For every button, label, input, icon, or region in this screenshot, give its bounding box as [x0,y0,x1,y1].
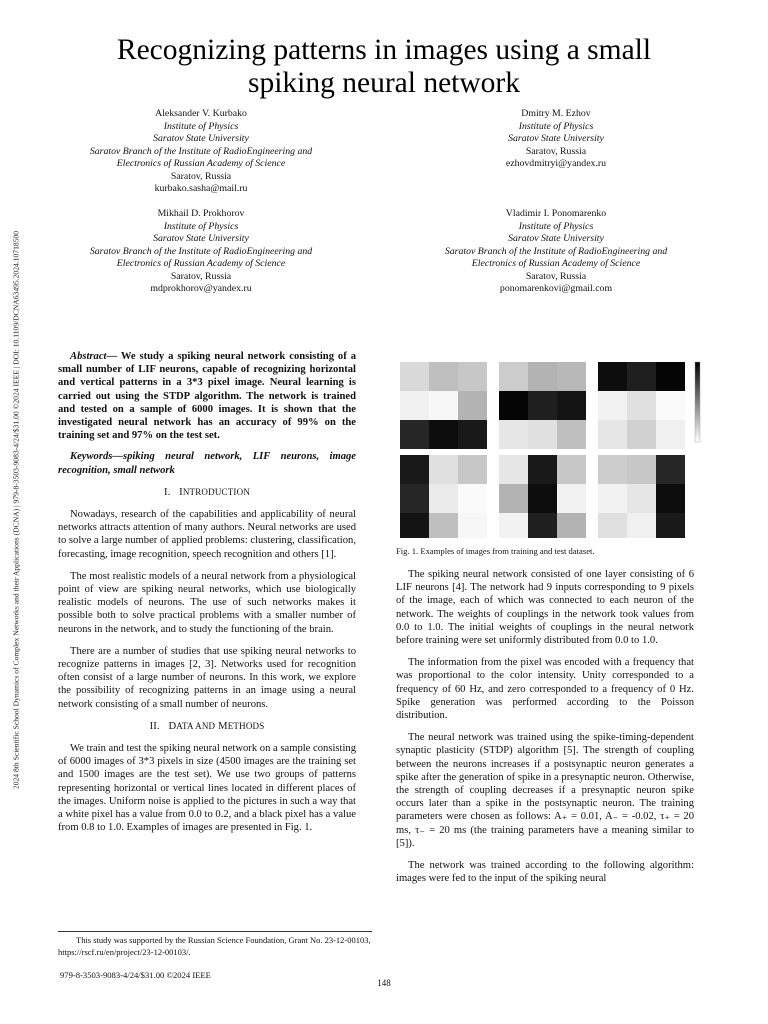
pixel-cell [499,455,528,484]
pixel-cell [598,420,627,449]
pixel-cell [627,484,656,513]
abstract-label: Abstract [70,351,107,362]
author-affiliation: Saratov Branch of the Institute of RadioEngineering and [444,245,668,257]
pixel-cell [499,391,528,420]
methods-paragraph-1: We train and test the spiking neural network on a sample consisting of 6000 images of 3*3 pixels in size (4500 images are the training set and 1500 images are the test set). We use two groups of patterns representing horizontal or vertical lines located in different places of the images. Uniform noise is applied to the pictures in such a way that a white pixel has a value from 0.0 to 0.2, and a black pixel has a value from 0.8 to 1.0. Examples of images are presented in Fig. 1. [58,743,356,834]
pixel-cell [429,362,458,391]
author-block-prokhorov [60,208,342,296]
example-image-4 [400,455,487,538]
author-city: Saratov, Russia [170,170,232,182]
author-name: Vladimir I. Ponomarenko [505,208,607,219]
pixel-cell [429,484,458,513]
figure-caption: Fig. 1. Examples of images from training and test dataset. [396,546,595,556]
pixel-cell [627,362,656,391]
author-affiliation: Electronics of Russian Academy of Science [471,258,641,269]
pixel-cell [499,362,528,391]
author-email[interactable]: mdprokhorov@yandex.ru [150,283,252,294]
pixel-cell [429,455,458,484]
intro-paragraph-3: There are a number of studies that use spiking neural networks to recognize patterns in images [2, 3]. Networks used for recognition often consist of a large number of neurons. In this work, we explore the possibility of recognizing patterns in an image using a neural network consisting of a small number of neurons. [58,645,356,710]
right-paragraph-1: The spiking neural network consisted of one layer consisting of 6 LIF neurons [4]. The network had 9 inputs corresponding to 9 pixels of the image, each of which was connected to each neuron of the network. The weights of couplings in the network took values from 0.0 to 1.0. The initial weights of couplings in the neural network before training were set uniformly distributed from 0.0 to 1.0. [396,569,694,647]
pixel-cell [598,513,627,538]
pixel-cell [400,420,429,449]
pixel-cell [400,362,429,391]
colorbar [695,362,700,442]
pixel-cell [598,484,627,513]
example-image-6 [598,455,685,538]
author-affiliation: Electronics of Russian Academy of Science [116,258,286,269]
pixel-cell [528,484,557,513]
author-block-ponomarenko [415,208,697,296]
pixel-cell [557,420,586,449]
example-image-5 [499,455,586,538]
copyright-footer: 979-8-3503-9083-4/24/$31.00 ©2024 IEEE [60,970,211,980]
author-name: Aleksander V. Kurbako [155,108,247,119]
pixel-cell [458,484,487,513]
right-paragraph-2: The information from the pixel was encoded with a frequency that was proportional to the color intensity. Unity corresponded to a frequency of 60 Hz, and zero corresponded to a frequency of 0 Hz. Spike generation was performed according to the Poisson distribution. [396,657,694,722]
pixel-cell [627,513,656,538]
pixel-cell [557,513,586,538]
pixel-cell [557,455,586,484]
author-city: Saratov, Russia [525,270,587,282]
pixel-cell [557,484,586,513]
page-number: 148 [377,978,391,988]
author-affiliation: Saratov State University [508,233,604,244]
pixel-cell [557,362,586,391]
pixel-cell [458,420,487,449]
title-line-1: Recognizing patterns in images using a small [116,34,652,66]
pixel-cell [429,513,458,538]
pixel-cell [429,420,458,449]
pixel-cell [528,455,557,484]
section-heading-introduction: I. INTRODUCTION [163,486,251,498]
pixel-cell [400,391,429,420]
author-affiliation: Electronics of Russian Academy of Science [116,158,286,169]
author-block-kurbako [60,108,342,196]
pixel-cell [499,484,528,513]
figure-1 [395,358,715,538]
doi-side-strip [9,150,23,870]
example-image-1 [400,362,487,449]
keywords [58,450,356,476]
author-affiliation: Institute of Physics [163,220,239,232]
pixel-cell [598,362,627,391]
pixel-cell [598,391,627,420]
pixel-cell [458,455,487,484]
pixel-cell [528,420,557,449]
author-affiliation: Saratov State University [153,233,249,244]
author-affiliation: Institute of Physics [518,220,594,232]
keywords-label: Keywords [70,451,113,463]
pixel-cell [499,513,528,538]
pixel-cell [499,420,528,449]
author-affiliation: Institute of Physics [163,120,239,132]
right-paragraph-3: The neural network was trained using the spike-timing-dependent synaptic plasticity (STDP) algorithm [5]. The strength of coupling between the neurons increases if a postsynaptic neuron generates a spike after the generation of spike in a presynaptic neuron. Otherwise, the strength of coupling decreases if a presynaptic neuron spike occurs later than a spike in the postsynaptic neuron. The training parameters were chosen as follows: A₊ = 0.01, A₋ = -0.02, τ₊ = 20 ms, τ₋ = 20 ms (the training parameters have a meaning similar to [5]). [396,732,694,849]
pixel-cell [557,391,586,420]
author-email[interactable]: ponomarenkovi@gmail.com [499,283,613,294]
author-affiliation: Saratov Branch of the Institute of RadioEngineering and [89,245,313,257]
pixel-cell [458,391,487,420]
intro-paragraph-1: Nowadays, research of the capabilities and applicability of neural networks attracts attention of many authors. Neural networks are used to solve a large number of applied problems: clustering, classification, forecasting, image recognition, speech recognition and others [1]. [58,509,356,560]
figure-1-heatmaps [395,358,715,538]
author-name: Mikhail D. Prokhorov [157,208,245,219]
paper-title [70,34,698,100]
pixel-cell [656,391,685,420]
footnote-divider [58,931,372,932]
pixel-cell [627,420,656,449]
intro-paragraph-2: The most realistic models of a neural network from a physiological point of view are spiking neural networks, which use biologically realistic models of neurons. The use of such networks makes it possible both to solve practical problems with a smaller number of neurons in the network, and to study the functioning of the brain. [58,570,356,635]
pixel-cell [627,455,656,484]
author-affiliation: Saratov State University [508,133,604,144]
left-column [58,350,356,844]
pixel-cell [656,362,685,391]
author-affiliation: Saratov Branch of the Institute of RadioEngineering and [89,145,313,157]
pixel-cell [656,484,685,513]
pixel-cell [400,455,429,484]
author-city: Saratov, Russia [170,270,232,282]
author-city: Saratov, Russia [525,145,587,157]
abstract-text: — We study a spiking neural network consisting of a small number of LIF neurons, capable of recognizing horizontal and vertical patterns in a 3*3 pixel image. Neural learning is carried out using the STDP algorithm. The network is trained and tested on a sample of 6000 images. It is shown that the investigated neural network has an accuracy of 99% on the training set and 97% on the test set. [58,351,356,442]
keywords-text: —spiking neural network, LIF neurons, image recognition, small network [58,451,356,476]
pixel-cell [627,391,656,420]
pixel-cell [528,362,557,391]
pixel-cell [429,391,458,420]
author-name: Dmitry M. Ezhov [521,108,591,119]
author-email[interactable]: kurbako.sasha@mail.ru [154,183,248,194]
author-affiliation: Institute of Physics [518,120,594,132]
pixel-cell [400,513,429,538]
example-image-2 [499,362,586,449]
abstract [58,350,356,442]
pixel-cell [528,391,557,420]
right-paragraph-4: The network was trained according to the following algorithm: images were fed to the input of the spiking neural [396,860,694,885]
pixel-cell [458,513,487,538]
author-affiliation: Saratov State University [153,133,249,144]
footnote: This study was supported by the Russian Science Foundation, Grant No. 23-12-00103, https://rscf.ru/en/project/23-12-00103/. [58,935,371,957]
author-email[interactable]: ezhovdmitryi@yandex.ru [505,158,607,169]
example-image-3 [598,362,685,449]
pixel-cell [656,513,685,538]
pixel-cell [400,484,429,513]
section-heading-methods: II. DATA AND METHODS [149,720,265,732]
doi-text: 2024 8th Scientific School Dynamics of Complex Networks and their Applications (DCNA) | 979-8-3503-9083-4/24/$31.00 ©2024 IEEE | DOI: 10.1109/DCNA63495.2024.10718500 [11,230,21,790]
pixel-cell [656,420,685,449]
right-column [396,568,694,894]
title-line-2: spiking neural network [248,67,520,99]
author-block-ezhov [415,108,697,171]
pixel-cell [656,455,685,484]
pixel-cell [598,455,627,484]
pixel-cell [528,513,557,538]
pixel-cell [458,362,487,391]
